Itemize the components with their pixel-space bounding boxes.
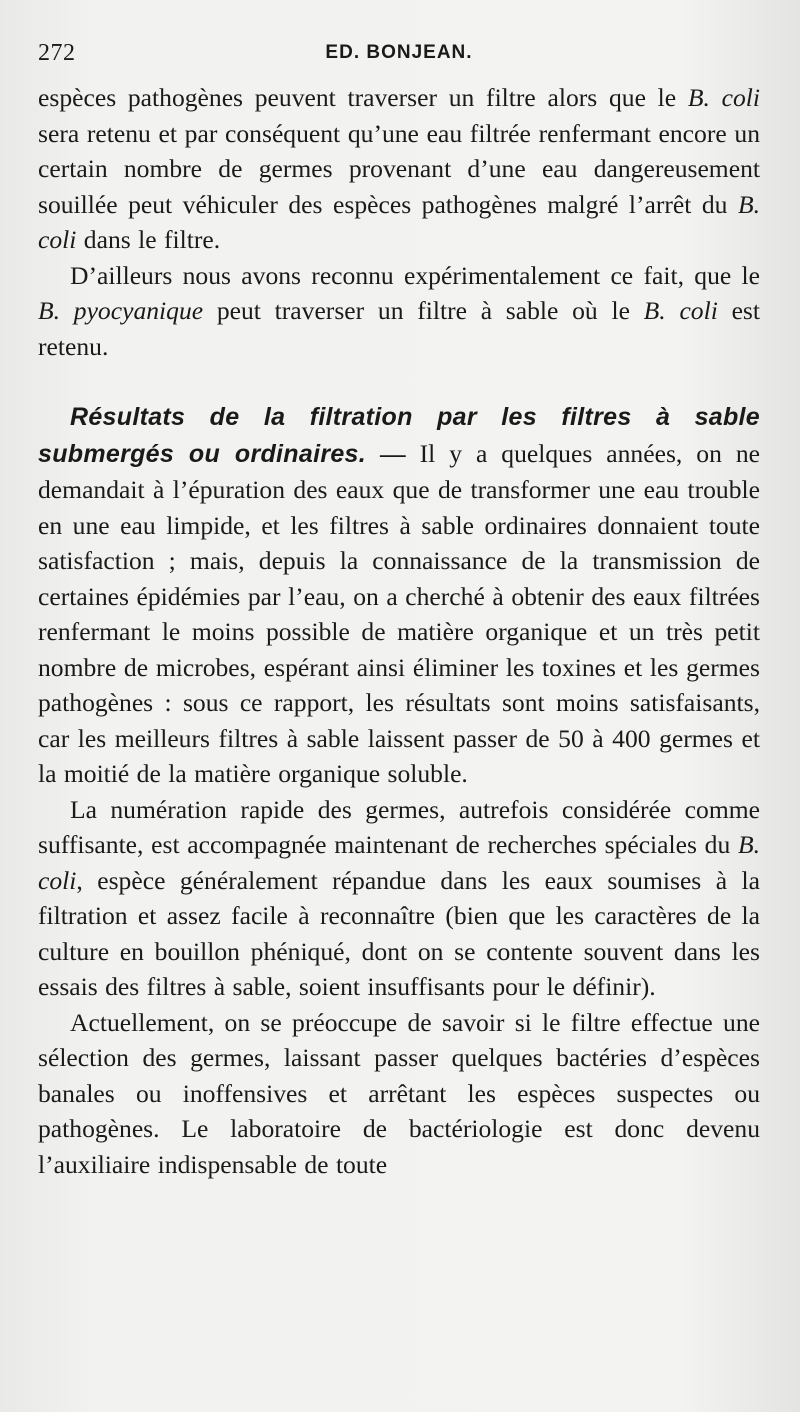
text-segment: D’ailleurs nous avons reconnu expérimentalement ce fait, que le (70, 260, 760, 290)
text-segment: espèces pathogènes peuvent traverser un filtre alors que le (38, 83, 688, 112)
text-segment: dans le filtre. (76, 225, 221, 254)
text-segment: , espèce généralement répandue dans les eaux soumises à la filtration et assez facile à reconnaître (bien que les caractères de la culture en bouillon phéniqué, dont on se contente souvent dans les essais des filtres à sable, soient insuffisants pour le définir). (38, 865, 760, 1001)
em-dash: — (366, 438, 420, 468)
paragraph-continuation (38, 80, 760, 258)
paragraph (38, 1005, 760, 1183)
text-segment: Actuellement, on se préoccupe de savoir si le filtre effectue une sélection des germes, laissant passer quelques bactéries d’espèces banales ou inoffensives et arrêtant les espèces suspectes ou pathogènes. Le laboratoire de bactériologie est donc devenu l’auxiliaire indispensable de toute (38, 1007, 760, 1179)
section-heading: Résultats de la filtration par les filtres à sable submergés ou ordinaires. (38, 403, 760, 468)
body-text (38, 80, 760, 1182)
text-segment: Il y a quelques années, on ne demandait à l’épuration des eaux que de transformer une eau trouble en une eau limpide, et les filtres à sable ordinaires donnaient toute satisfaction ; mais, depuis la connaissance de la transmission de certaines épidémies par l’eau, on a cherché à obtenir des eaux filtrées renfermant le moins possible de matière organique et un très petit nombre de microbes, espérant ainsi éliminer les toxines et les germes pathogènes : sous ce rapport, les résultats sont moins satisfaisants, car les meilleurs filtres à sable laissent passer de 50 à 400 germes et la moitié de la matière organique soluble. (38, 438, 761, 788)
species-name: B. coli (643, 296, 718, 325)
text-segment: est retenu. (38, 296, 760, 361)
species-name: B. coli (38, 830, 760, 895)
paragraph (38, 258, 760, 365)
paragraph-section (38, 399, 760, 792)
page-header (38, 40, 760, 74)
paragraph (38, 792, 760, 1005)
running-head: ED. BONJEAN. (325, 42, 473, 63)
text-segment: La numération rapide des germes, autrefois considérée comme suffisante, est accompagnée maintenant de recherches spéciales du (38, 794, 760, 859)
species-name: B. coli (38, 189, 760, 254)
text-segment: sera retenu et par conséquent qu’une eau filtrée renfermant encore un certain nombre de germes provenant d’une eau dangereusement souillée peut véhiculer des espèces pathogènes malgré l’arrêt du (38, 118, 760, 219)
species-name: B. pyocyanique (38, 296, 204, 325)
text-segment: peut traverser un filtre à sable où le (203, 296, 644, 325)
species-name: B. coli (687, 83, 760, 112)
page-number: 272 (38, 40, 76, 66)
